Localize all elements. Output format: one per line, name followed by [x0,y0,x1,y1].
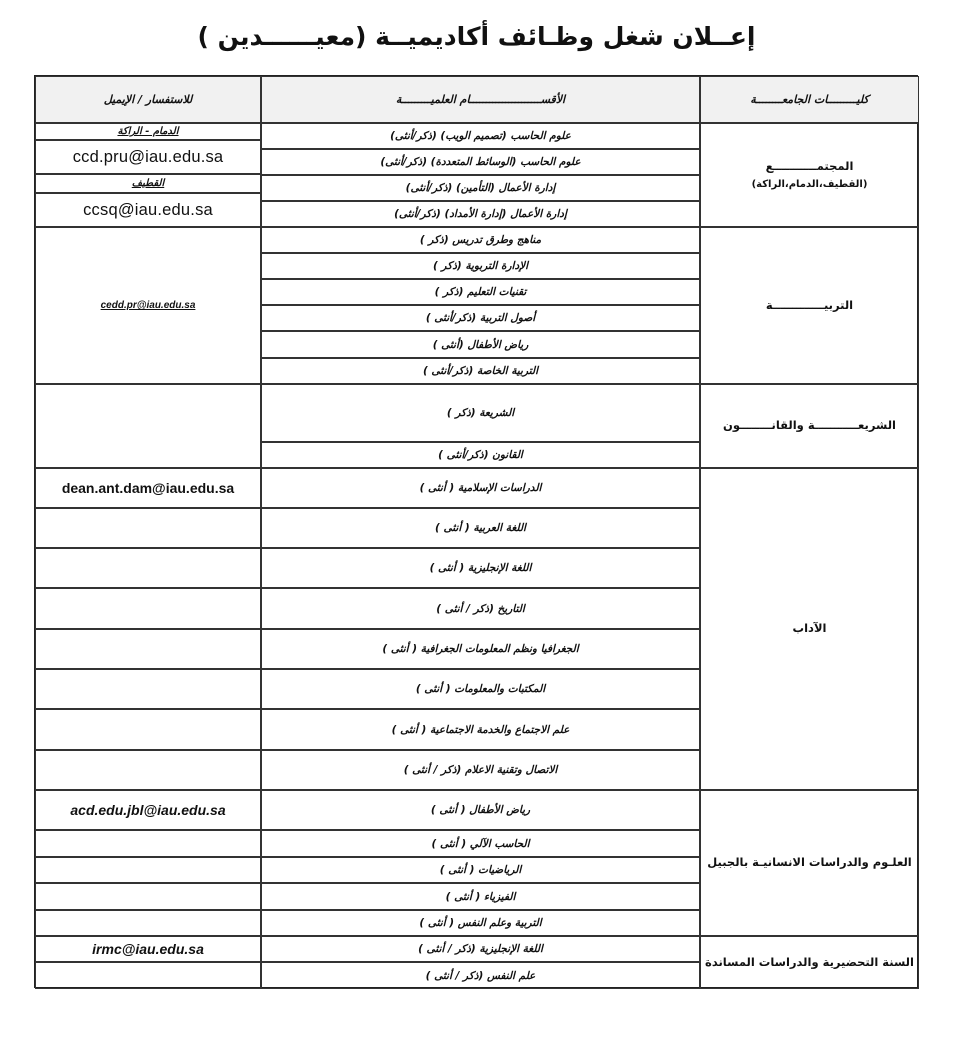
department-row: التربية الخاصة (ذكر/أنثى ) [261,358,700,384]
department-row: إدارة الأعمال (إدارة الأمداد) (ذكر/أنثى) [261,201,700,227]
department-row: اللغة الإنجليزية (ذكر / أنثى ) [261,936,700,962]
contact-email-dammam[interactable]: ccd.pru@iau.edu.sa [35,140,261,174]
contact-label-dammam: الدمام - الراكة [35,123,261,140]
department-row: أصول التربية (ذكر/أنثى ) [261,305,700,331]
contact-empty [35,750,261,790]
page-title: إعــلان شغل وظـائف أكاديميــة (معيــــــدين ) [197,22,756,51]
college-locations: (القطيف،الدمام،الراكة) [751,179,868,191]
department-row: اللغة العربية ( أنثى ) [261,508,700,548]
contact-empty [35,508,261,548]
college-education: التربيـــــــــــــة [700,227,919,384]
department-row: مناهج وطرق تدريس (ذكر ) [261,227,700,253]
department-row: علم الاجتماع والخدمة الاجتماعية ( أنثى ) [261,709,700,750]
department-row: تقنيات التعليم (ذكر ) [261,279,700,305]
department-row: الإدارة التربوية (ذكر ) [261,253,700,279]
contact-email-preparatory[interactable]: irmc@iau.edu.sa [35,936,261,962]
department-row: إدارة الأعمال (التأمين) (ذكر/أنثى) [261,175,700,201]
contact-email-jubail[interactable]: acd.edu.jbl@iau.edu.sa [35,790,261,830]
college-preparatory: السنة التحضيرية والدراسات المساندة [700,936,919,989]
header-departments: الأقســــــــــــــــــــــام العلميـــــــــة [261,76,700,123]
department-row: علم النفس (ذكر / أنثى ) [261,962,700,989]
contact-empty [35,384,261,468]
contact-empty [35,830,261,857]
contact-empty [35,910,261,936]
department-row: اللغة الإنجليزية ( أنثى ) [261,548,700,588]
college-jubail: العلـوم والدراسات الانسانيـة بالجبيل [700,790,919,936]
contact-empty [35,629,261,669]
college-community [700,123,919,227]
department-row: الاتصال وتقنية الاعلام (ذكر / أنثى ) [261,750,700,790]
college-arts: الآداب [700,468,919,790]
college-sharia-law: الشريعـــــــــــة والقانــــــــون [700,384,919,468]
contact-empty [35,857,261,883]
department-row: الحاسب الآلي ( أنثى ) [261,830,700,857]
department-row: الجغرافيا ونظم المعلومات الجغرافية ( أنثى ) [261,629,700,669]
department-row: علوم الحاسب (تصميم الويب) (ذكر/أنثى) [261,123,700,149]
jobs-table [34,75,918,988]
department-row: علوم الحاسب (الوسائط المتعددة) (ذكر/أنثى) [261,149,700,175]
contact-label-qatif: القطيف [35,174,261,193]
contact-empty [35,962,261,989]
department-row: رياض الأطفال (أنثى ) [261,331,700,358]
department-row: التاريخ (ذكر / أنثى ) [261,588,700,629]
department-row: الرياضيات ( أنثى ) [261,857,700,883]
header-contact: للاستفسار / الإيميل [35,76,261,123]
contact-empty [35,548,261,588]
department-row: الشريعة (ذكر ) [261,384,700,442]
header-college: كليـــــــــات الجامعــــــــة [700,76,919,123]
contact-email-education[interactable]: cedd.pr@iau.edu.sa [35,227,261,384]
department-row: القانون (ذكر/أنثى ) [261,442,700,468]
department-row: المكتبات والمعلومات ( أنثى ) [261,669,700,709]
college-name: المجتمـــــــــــع [765,158,854,173]
contact-empty [35,709,261,750]
contact-email-arts[interactable]: dean.ant.dam@iau.edu.sa [35,468,261,508]
department-row: الفيزياء ( أنثى ) [261,883,700,910]
contact-email-qatif[interactable]: ccsq@iau.edu.sa [35,193,261,227]
department-row: رياض الأطفال ( أنثى ) [261,790,700,830]
contact-empty [35,883,261,910]
contact-empty [35,588,261,629]
department-row: الدراسات الإسلامية ( أنثى ) [261,468,700,508]
contact-empty [35,669,261,709]
department-row: التربية وعلم النفس ( أنثى ) [261,910,700,936]
